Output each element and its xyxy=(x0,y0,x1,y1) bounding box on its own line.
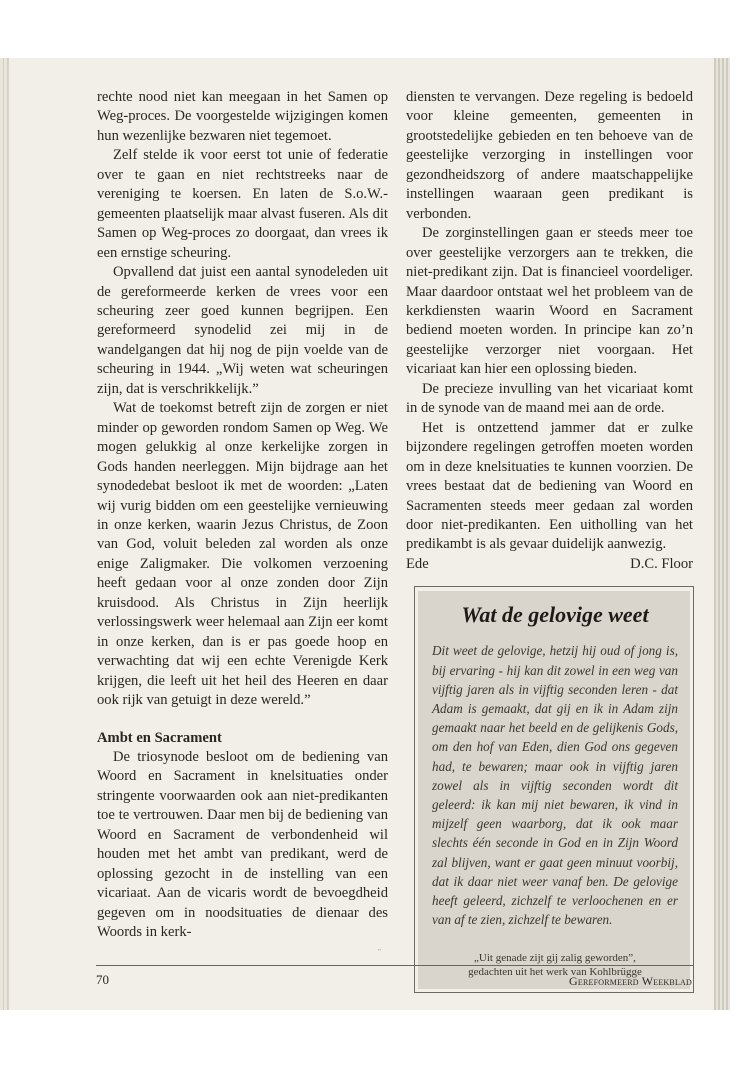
quote-box-body: Dit weet de gelovige, hetzij hij oud of jong is, bij ervaring - hij kan dit zowel in een weg van vijftig jaren als in vijftig seconden leren - dat Adam is gemaakt, dat gij en ik in Adam zijn gemaakt naar het beeld en de gelijkenis Gods, om den hof van Eden, dien God ons gegeven had, te bewaren; maar ook in vijftig jaren zowel als in vijftig seconden wordt dit geleerd: ik kan mij niet bewaren, ik vind in mijzelf geen waarborg, dat ik ook maar slechts één seconde in God en in Zijn Woord zal blijven, want er gaat geen minuut voorbij, dat ik daar niet weer vanaf ben. De gelovige heeft geleerd, zichzelf te verloochenen en er van af te zien, zichzelf te bewaren. xyxy=(432,643,678,928)
footer-rule xyxy=(96,965,693,966)
page-number: 70 xyxy=(96,972,109,987)
left-column xyxy=(97,88,388,942)
paragraph: rechte nood niet kan meegaan in het Samen op Weg-proces. De voorgestelde wijzigingen komen hun wezenlijke bezwaren niet tegemoet. xyxy=(97,89,388,144)
paragraph: Het is ontzettend jammer dat er zulke bijzondere regelingen getroffen moeten worden om in deze knelsituaties te kunnen voorzien. De vrees bestaat dat de bediening van Woord en Sacramenten steeds meer gedaan zal worden door niet-predikanten. Een uitholling van het predikambt is als gevaar duidelijk aanwezig. xyxy=(406,419,693,553)
signature-line xyxy=(406,555,693,574)
print-mark: " xyxy=(378,948,381,956)
paragraph: Zelf stelde ik voor eerst tot unie of federatie over te gaan en niet rechtstreeks naar de vereniging te koersen. En laten de S.o.W.-gemeenten plaatselijk maar alvast fuseren. Als dit Samen op Weg-proces zo doorgaat, dan vrees ik een ernstige scheuring. xyxy=(97,147,388,261)
place: Ede xyxy=(406,555,429,572)
quote-source-line: „Uit genade zijt gij zalig geworden”, xyxy=(474,952,636,965)
paragraph: De zorginstellingen gaan er steeds meer toe over geestelijke verzorgers aan te trekken, die niet-predikant zijn. Dat is financieel voordeliger. Maar daardoor ontstaat wel het probleem van de kerkdiensten waarin Woord en Sacrament bediend moeten worden. In principe kan zo’n geestelijke verzorger niet voorgaan. Het vicariaat kan hier een oplossing bieden. xyxy=(406,225,693,378)
paragraph: Opvallend dat juist een aantal synodeleden uit de gereformeerde kerken de vrees voor een scheuring zeer goed kunnen begrijpen. Een gereformeerd synodelid zei mij in de wandelgangen dat hij nog de pijn voelde van de scheuring in 1944. „Wij weten wat scheuringen zijn, dat is verschrikkelijk.” xyxy=(97,264,388,397)
quote-box xyxy=(414,586,694,993)
paragraph: De precieze invulling van het vicariaat komt in de synode van de maand mei aan de orde. xyxy=(406,380,693,417)
author: D.C. Floor xyxy=(630,555,693,572)
paragraph: De triosynode besloot om de bediening van Woord en Sacrament in knelsituaties onder stringente voorwaarden ook aan niet-predikanten toe te vertrouwen. Daar men bij de bediening van Woord en Sacrament de verbondenheid wil houden met het ambt van predikant, werd de oplossing gezocht in de instelling van een vicariaat. Aan de vicaris wordt de bevoegdheid gegeven om in noodsituaties de dienaar des Woords in kerk- xyxy=(97,748,388,941)
quote-box-inner xyxy=(418,591,690,989)
running-head: Gereformeerd Weekblad xyxy=(569,974,692,988)
right-column xyxy=(406,88,693,993)
section-heading: Ambt en Sacrament xyxy=(97,729,222,746)
quote-box-title: Wat de gelovige weet xyxy=(461,602,649,628)
paragraph: Wat de toekomst betreft zijn de zorgen er niet minder op geworden rondom Samen op Weg. We mogen gelukkig al onze kerkelijke zorgen in Gods handen neerleggen. Mijn bijdrage aan het synodedebat besloot ik met de woorden: „Laten wij vurig bidden om een geestelijke vernieuwing in onze kerken, waarin Jezus Christus, de Zoon van God, voluit beleden zal worden als onze enige Zaligmaker. Die volkomen verzoening heeft gedaan voor al onze zonden door Zijn kruisdood. Als Christus in Zijn heerlijk verlossingswerk weer helemaal aan Zijn eer komt in onze kerken, dan is er pas goede hoop en verwachting dat wij een echte Verenigde Kerk krijgen, die leeft uit het heil des Heeren en daar ook rijk van getuigt in deze wereld.” xyxy=(97,400,388,709)
quote-source-line: gedachten uit het werk van Kohlbrügge xyxy=(468,966,642,979)
page-stack-edge xyxy=(714,58,730,1010)
paragraph: diensten te vervangen. Deze regeling is bedoeld voor kleine gemeenten, gemeenten in grootstedelijke gebieden en ten behoeve van de geestelijke verzorging in instellingen voor gezondheidszorg of andere maatschappelijke instellingen waaraan geen predikant is verbonden. xyxy=(406,89,693,222)
